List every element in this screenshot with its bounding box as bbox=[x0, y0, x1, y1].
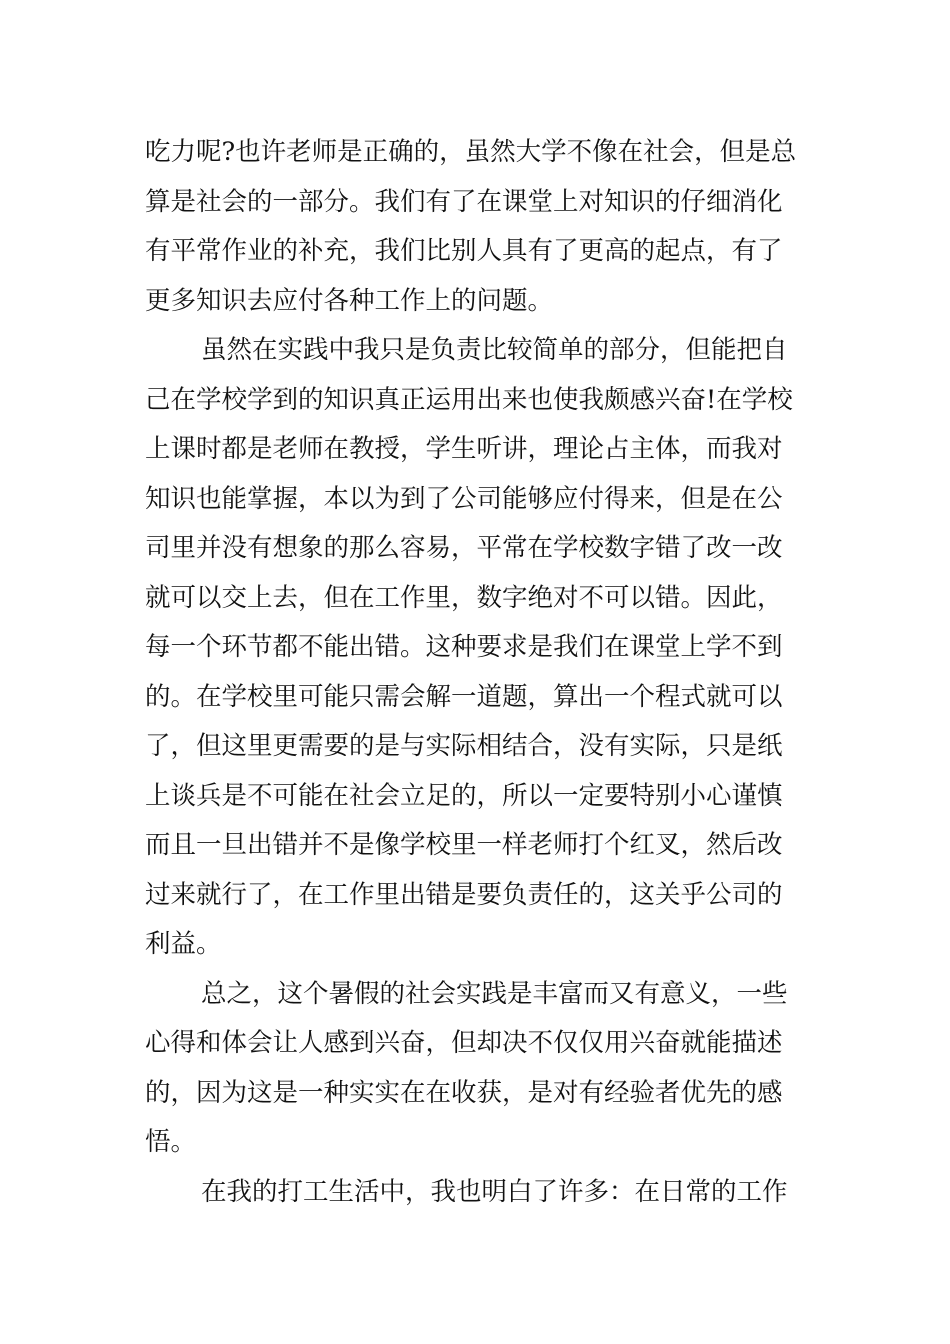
paragraph-1-line-1: 吃力呢?也许老师是正确的，虽然大学不像在社会，但是总 bbox=[145, 137, 797, 167]
paragraph-3-line-1: 总之，这个暑假的社会实践是丰富而又有意义，一些 bbox=[201, 978, 788, 1009]
paragraph-2-line-11: 而且一旦出错并不是像学校里一样老师打个红叉，然后改 bbox=[145, 830, 783, 860]
paragraph-2-line-5: 司里并没有想象的那么容易，平常在学校数字错了改一改 bbox=[145, 533, 783, 563]
paragraph-1-line-3: 有平常作业的补充，我们比别人具有了更高的起点，有了 bbox=[145, 236, 783, 266]
paragraph-2-line-8: 的。在学校里可能只需会解一道题，算出一个程式就可以 bbox=[145, 681, 783, 712]
paragraph-3-line-3: 的，因为这是一种实实在在收获，是对有经验者优先的感 bbox=[145, 1077, 783, 1108]
paragraph-2-line-6: 就可以交上去，但在工作里，数字绝对不可以错。因此， bbox=[145, 582, 783, 613]
paragraph-2-line-3: 上课时都是老师在教授，学生听讲，理论占主体，而我对 bbox=[145, 434, 783, 464]
paragraph-2-line-12: 过来就行了，在工作里出错是要负责任的，这关乎公司的 bbox=[145, 879, 783, 910]
paragraph-2-line-10: 上谈兵是不可能在社会立足的，所以一定要特别小心谨慎 bbox=[145, 780, 783, 811]
body-text bbox=[145, 128, 815, 1217]
paragraph-2-line-2: 己在学校学到的知识真正运用出来也使我颇感兴奋!在学校 bbox=[145, 384, 793, 415]
paragraph-2-line-4: 知识也能掌握，本以为到了公司能够应付得来，但是在公 bbox=[145, 483, 783, 514]
paragraph-4-line-1: 在我的打工生活中，我也明白了许多：在日常的工作 bbox=[201, 1176, 788, 1207]
paragraph-2-line-9: 了，但这里更需要的是与实际相结合，没有实际，只是纸 bbox=[145, 731, 783, 761]
paragraph-1-line-4: 更多知识去应付各种工作上的问题。 bbox=[145, 285, 554, 316]
paragraph-2-line-7: 每一个环节都不能出错。这种要求是我们在课堂上学不到 bbox=[145, 632, 783, 662]
paragraph-2-line-13: 利益。 bbox=[145, 929, 222, 959]
paragraph-3-line-2: 心得和体会让人感到兴奋，但却决不仅仅用兴奋就能描述 bbox=[145, 1028, 783, 1058]
paragraph-3-line-4: 悟。 bbox=[145, 1127, 197, 1157]
paragraph-1-line-2: 算是社会的一部分。我们有了在课堂上对知识的仔细消化 bbox=[145, 186, 783, 217]
paragraph-2-line-1: 虽然在实践中我只是负责比较简单的部分，但能把自 bbox=[201, 335, 788, 365]
